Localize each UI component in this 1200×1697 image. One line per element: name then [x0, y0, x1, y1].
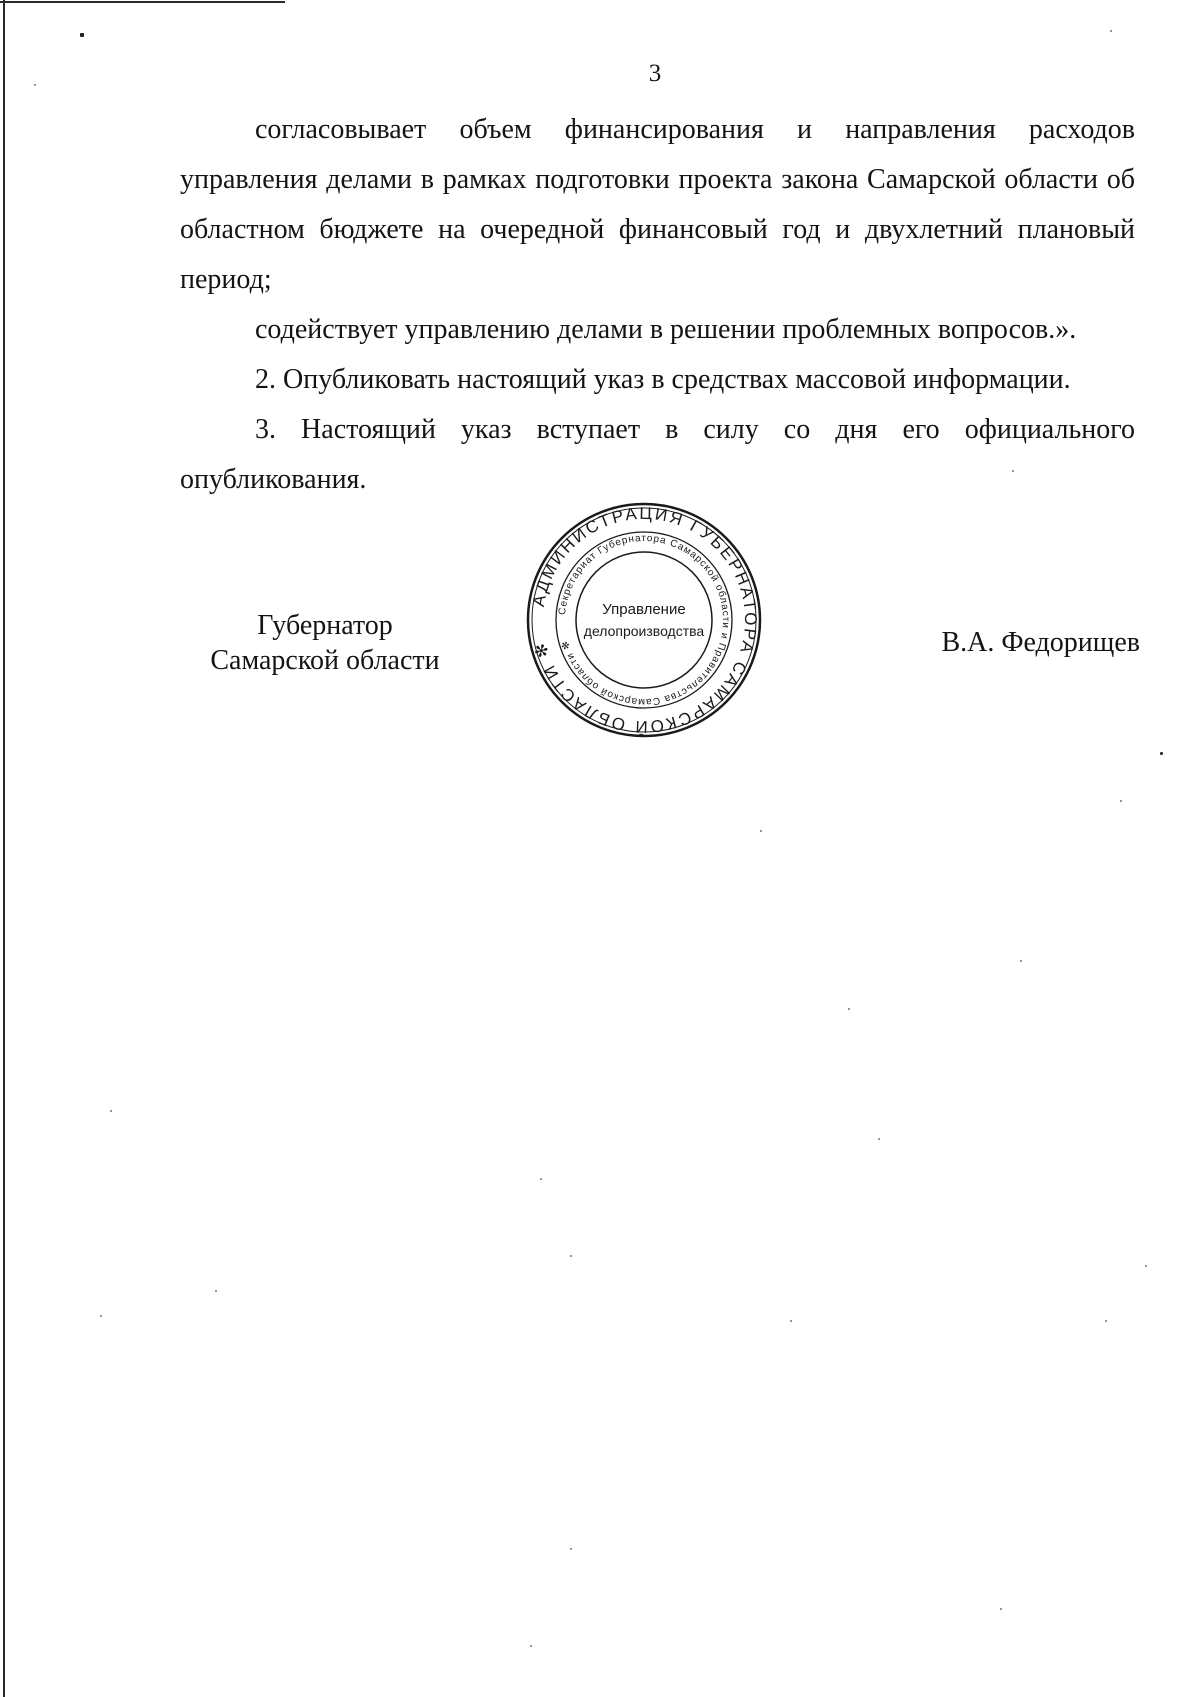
seal-graphic: [524, 500, 764, 740]
scan-speck: [1110, 30, 1112, 32]
scan-speck: [1012, 470, 1014, 472]
scan-speck: [790, 1320, 792, 1322]
scan-speck: [878, 1138, 880, 1140]
signatory-title: [185, 608, 465, 678]
signatory-title-line: Самарской области: [210, 645, 440, 676]
seal-center-text: делопроизводства: [583, 623, 705, 639]
scan-speck: [848, 1008, 850, 1010]
scan-speck: [1000, 1608, 1002, 1610]
seal-middle-ring: [556, 532, 732, 708]
paragraph: 2. Опубликовать настоящий указ в средствах массовой информации.: [255, 364, 1071, 395]
scan-speck: [100, 1315, 102, 1317]
scan-edge-left: [3, 0, 5, 1697]
scan-speck: [760, 830, 762, 832]
scan-speck: [1145, 1265, 1147, 1267]
scan-speck: [530, 1645, 532, 1647]
scan-speck: [80, 33, 84, 37]
scan-speck: [570, 1255, 572, 1257]
scan-edge-top: [0, 1, 285, 3]
paragraph: согласовывает объем финансирования и направления расходов управления делами в рамках подготовки проекта закона Самарской области об областном бюджете на очередной финансовый год и двухлетний плановый период;: [180, 114, 1135, 295]
seal-inner-ring: [576, 552, 712, 688]
signatory-title-line: Губернатор: [257, 610, 393, 641]
scan-speck: [1160, 752, 1163, 755]
scan-speck: [1120, 800, 1122, 802]
seal-outer-text: АДМИНИСТРАЦИЯ ГУБЕРНАТОРА САМАРСКОЙ ОБЛАСТИ ✻: [528, 503, 761, 737]
paragraph: 3. Настоящий указ вступает в силу со дня его официального опубликования.: [180, 414, 1135, 495]
scan-speck: [215, 1290, 217, 1292]
scan-speck: [34, 84, 36, 86]
page-number: 3: [648, 60, 662, 87]
scan-speck: [540, 1178, 542, 1180]
signatory-name: В.А. Федорищев: [941, 627, 1140, 658]
scan-speck: [110, 1110, 112, 1112]
scan-speck: [570, 1548, 572, 1550]
decree-body: [180, 105, 1135, 505]
scan-speck: [1105, 1320, 1107, 1322]
scan-speck: [1020, 960, 1022, 962]
official-seal: [524, 500, 764, 740]
seal-middle-text: Секретариат Губернатора Самарской области и Правительства Самарской области ✻: [557, 532, 732, 708]
seal-center-text: Управление: [602, 601, 686, 618]
paragraph: содействует управлению делами в решении проблемных вопросов.».: [255, 314, 1077, 345]
